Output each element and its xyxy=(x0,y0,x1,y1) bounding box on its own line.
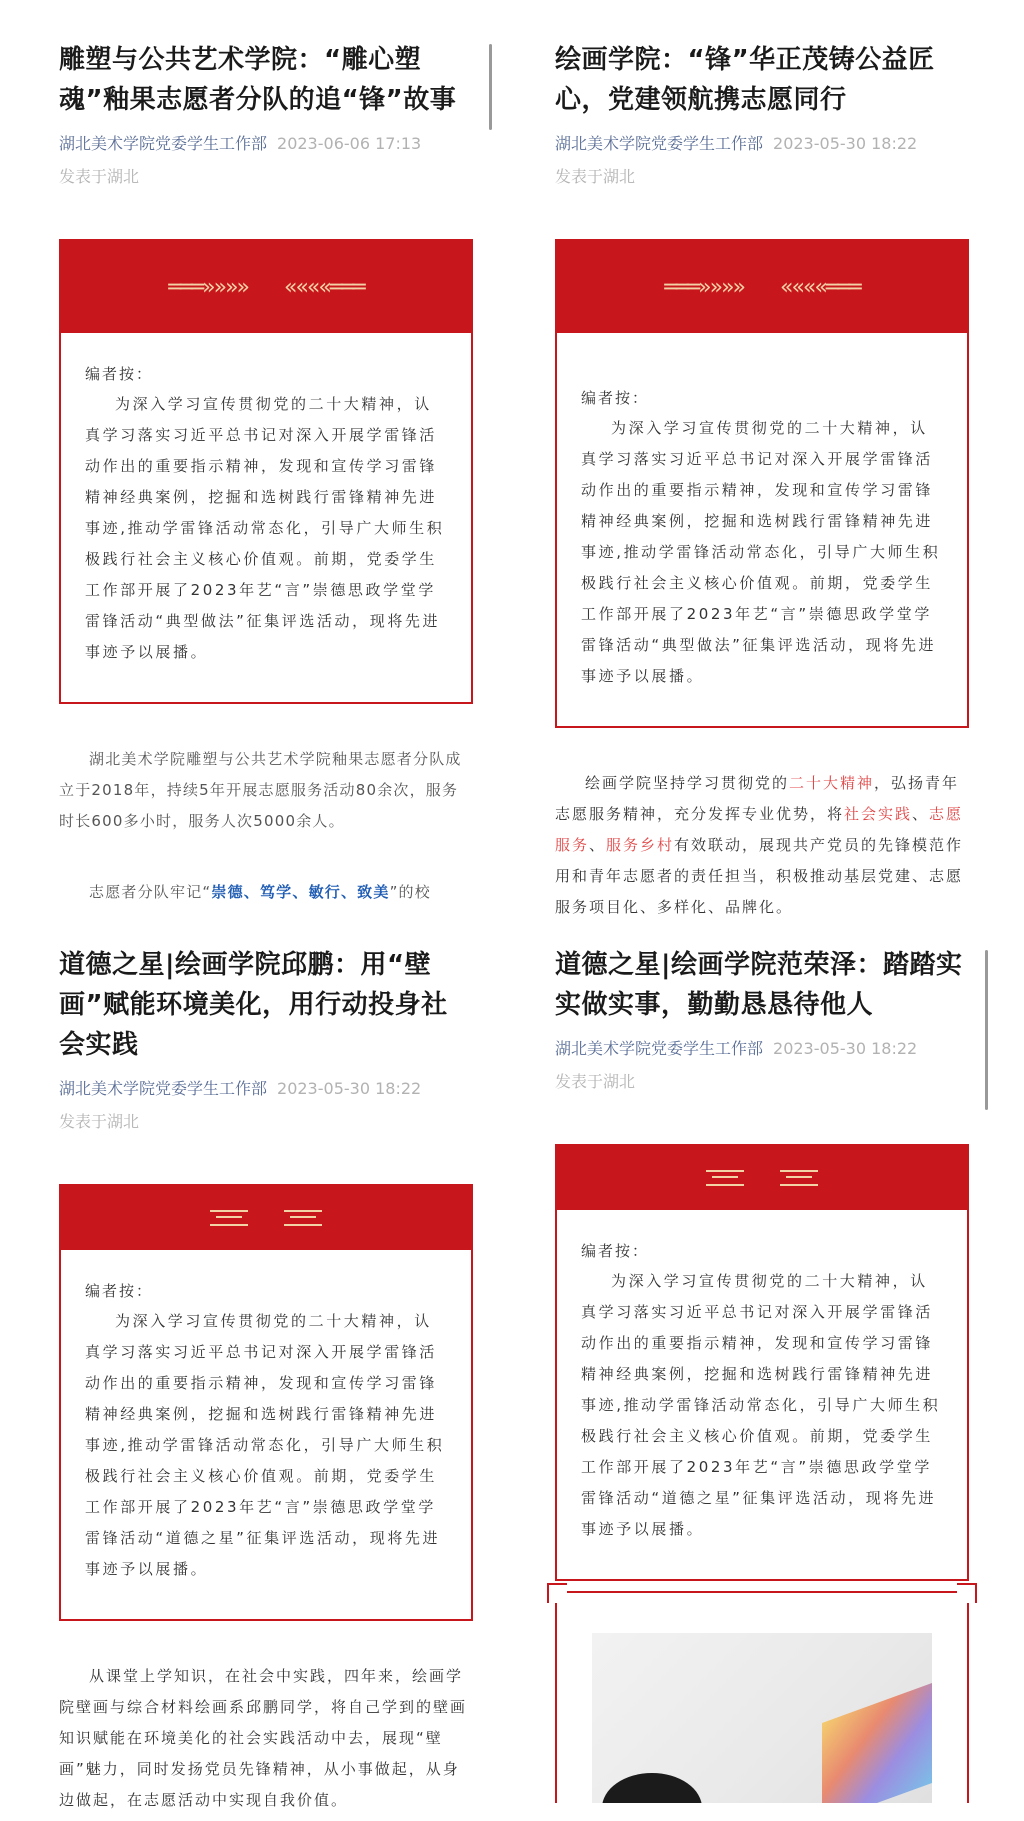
article-card-2 xyxy=(555,40,969,923)
editor-note-label: 编者按： xyxy=(581,1242,650,1260)
article-meta xyxy=(59,1077,473,1101)
article-card-1 xyxy=(59,40,473,908)
wheat-ornament-icon: ««««═══ xyxy=(284,274,364,300)
article-paragraph: 从课堂上学知识，在社会中实践，四年来，绘画学院壁画与综合材料绘画系邱鹏同学，将自己学到的壁画知识赋能在环境美化的社会实践活动中去，展现“壁画”魅力，同时发扬党员先锋精神，从小事做起，从身边做起，在志愿活动中实现自我价值。 xyxy=(59,1667,468,1809)
scrollbar[interactable] xyxy=(489,44,492,130)
account-link[interactable]: 湖北美术学院党委学生工作部 xyxy=(59,1079,268,1098)
publish-date: 2023-05-30 18:22 xyxy=(773,1039,918,1058)
account-link[interactable]: 湖北美术学院党委学生工作部 xyxy=(59,134,268,153)
photo-person-silhouette xyxy=(602,1773,702,1803)
article-card-3 xyxy=(59,945,473,1816)
article-title[interactable]: 雕塑与公共艺术学院：“雕心塑魂”釉果志愿者分队的追“锋”故事 xyxy=(59,45,457,115)
article-meta xyxy=(59,132,473,156)
text-run: 有效联动，展现共产党员的先锋模范作用和青年志愿者的责任担当，积极推动基层党建、志愿服务项目化、多样化、品牌化。 xyxy=(555,836,964,916)
highlight-text: 崇德、笃学、敏行、致美 xyxy=(211,883,390,901)
triple-line-ornament-icon xyxy=(284,1210,322,1226)
editor-note-box xyxy=(555,239,969,728)
article-meta xyxy=(555,132,969,156)
frame-corner-ornament xyxy=(547,1583,567,1603)
article-card-4 xyxy=(555,945,969,1803)
editor-note-banner xyxy=(61,1186,471,1250)
editor-note-banner xyxy=(557,241,967,333)
editor-note-text: 为深入学习宣传贯彻党的二十大精神，认真学习落实习近平总书记对深入开展学雷锋活动作出的重要指示精神，发现和宣传学习雷锋精神经典案例，挖掘和选树践行雷锋精神先进事迹,推动学雷锋活动常态化，引导广大师生积极践行社会主义核心价值观。前期，党委学生工作部开展了2023年艺“言”崇德思政学堂学雷锋活动“典型做法”征集评选活动，现将先进事迹予以展播。 xyxy=(85,395,445,661)
editor-note-label: 编者按： xyxy=(85,1282,154,1300)
editor-note-label: 编者按： xyxy=(581,389,650,407)
text-run: 、 xyxy=(589,836,607,854)
article-meta xyxy=(555,1037,969,1061)
article-paragraph xyxy=(59,877,473,908)
publish-location: 发表于湖北 xyxy=(59,1112,140,1131)
editor-note-box xyxy=(555,1144,969,1581)
text-run: ”的校 xyxy=(389,883,431,901)
wheat-ornament-icon: ═══»»»» xyxy=(168,274,248,300)
text-run: 、 xyxy=(912,805,930,823)
editor-note-banner xyxy=(61,241,471,333)
article-photo[interactable] xyxy=(592,1633,932,1803)
article-paragraph xyxy=(555,768,969,923)
account-link[interactable]: 湖北美术学院党委学生工作部 xyxy=(555,1039,764,1058)
article-paragraph: 湖北美术学院雕塑与公共艺术学院釉果志愿者分队成立于2018年，持续5年开展志愿服务活动80余次，服务时长600多小时，服务人次5000余人。 xyxy=(59,750,462,830)
publish-location: 发表于湖北 xyxy=(555,167,636,186)
photo-art-prism xyxy=(822,1683,932,1803)
text-run: 绘画学院坚持学习贯彻党的 xyxy=(585,774,790,792)
editor-note-text: 为深入学习宣传贯彻党的二十大精神，认真学习落实习近平总书记对深入开展学雷锋活动作出的重要指示精神，发现和宣传学习雷锋精神经典案例，挖掘和选树践行雷锋精神先进事迹,推动学雷锋活动常态化，引导广大师生积极践行社会主义核心价值观。前期，党委学生工作部开展了2023年艺“言”崇德思政学堂学雷锋活动“道德之星”征集评选活动，现将先进事迹予以展播。 xyxy=(85,1312,445,1578)
article-title[interactable]: 道德之星|绘画学院范荣泽：踏踏实实做实事，勤勤恳恳待他人 xyxy=(555,950,963,1020)
publish-date: 2023-05-30 18:22 xyxy=(277,1079,422,1098)
triple-line-ornament-icon xyxy=(780,1170,818,1186)
editor-note-text: 为深入学习宣传贯彻党的二十大精神，认真学习落实习近平总书记对深入开展学雷锋活动作出的重要指示精神，发现和宣传学习雷锋精神经典案例，挖掘和选树践行雷锋精神先进事迹,推动学雷锋活动常态化，引导广大师生积极践行社会主义核心价值观。前期，党委学生工作部开展了2023年艺“言”崇德思政学堂学雷锋活动“典型做法”征集评选活动，现将先进事迹予以展播。 xyxy=(581,419,941,685)
text-run: 志愿者分队牢记“ xyxy=(89,883,212,901)
wheat-ornament-icon: ═══»»»» xyxy=(664,274,744,300)
frame-corner-ornament xyxy=(957,1583,977,1603)
triple-line-ornament-icon xyxy=(210,1210,248,1226)
highlight-text: 二十大精神 xyxy=(789,774,875,792)
editor-note-label: 编者按： xyxy=(85,365,154,383)
wheat-ornament-icon: ««««═══ xyxy=(780,274,860,300)
publish-date: 2023-06-06 17:13 xyxy=(277,134,422,153)
editor-note-box xyxy=(59,1184,473,1621)
editor-note-box xyxy=(59,239,473,704)
text-run: ，弘扬青年志愿服务精神，充分发挥专业优势，将 xyxy=(555,774,960,823)
highlight-text: 社会实践 xyxy=(844,805,913,823)
publish-location: 发表于湖北 xyxy=(555,1072,636,1091)
article-title[interactable]: 绘画学院：“锋”华正茂铸公益匠心，党建领航携志愿同行 xyxy=(555,45,935,115)
highlight-text: 服务乡村 xyxy=(606,836,675,854)
highlight-text: 志愿服务 xyxy=(555,805,964,854)
triple-line-ornament-icon xyxy=(706,1170,744,1186)
article-title[interactable]: 道德之星|绘画学院邱鹏：用“壁画”赋能环境美化，用行动投身社会实践 xyxy=(59,950,448,1060)
account-link[interactable]: 湖北美术学院党委学生工作部 xyxy=(555,134,764,153)
scrollbar[interactable] xyxy=(985,950,988,1110)
photo-frame xyxy=(555,1591,969,1803)
publish-location: 发表于湖北 xyxy=(59,167,140,186)
publish-date: 2023-05-30 18:22 xyxy=(773,134,918,153)
editor-note-text: 为深入学习宣传贯彻党的二十大精神，认真学习落实习近平总书记对深入开展学雷锋活动作出的重要指示精神，发现和宣传学习雷锋精神经典案例，挖掘和选树践行雷锋精神先进事迹,推动学雷锋活动常态化，引导广大师生积极践行社会主义核心价值观。前期，党委学生工作部开展了2023年艺“言”崇德思政学堂学雷锋活动“道德之星”征集评选活动，现将先进事迹予以展播。 xyxy=(581,1272,941,1538)
editor-note-banner xyxy=(557,1146,967,1210)
